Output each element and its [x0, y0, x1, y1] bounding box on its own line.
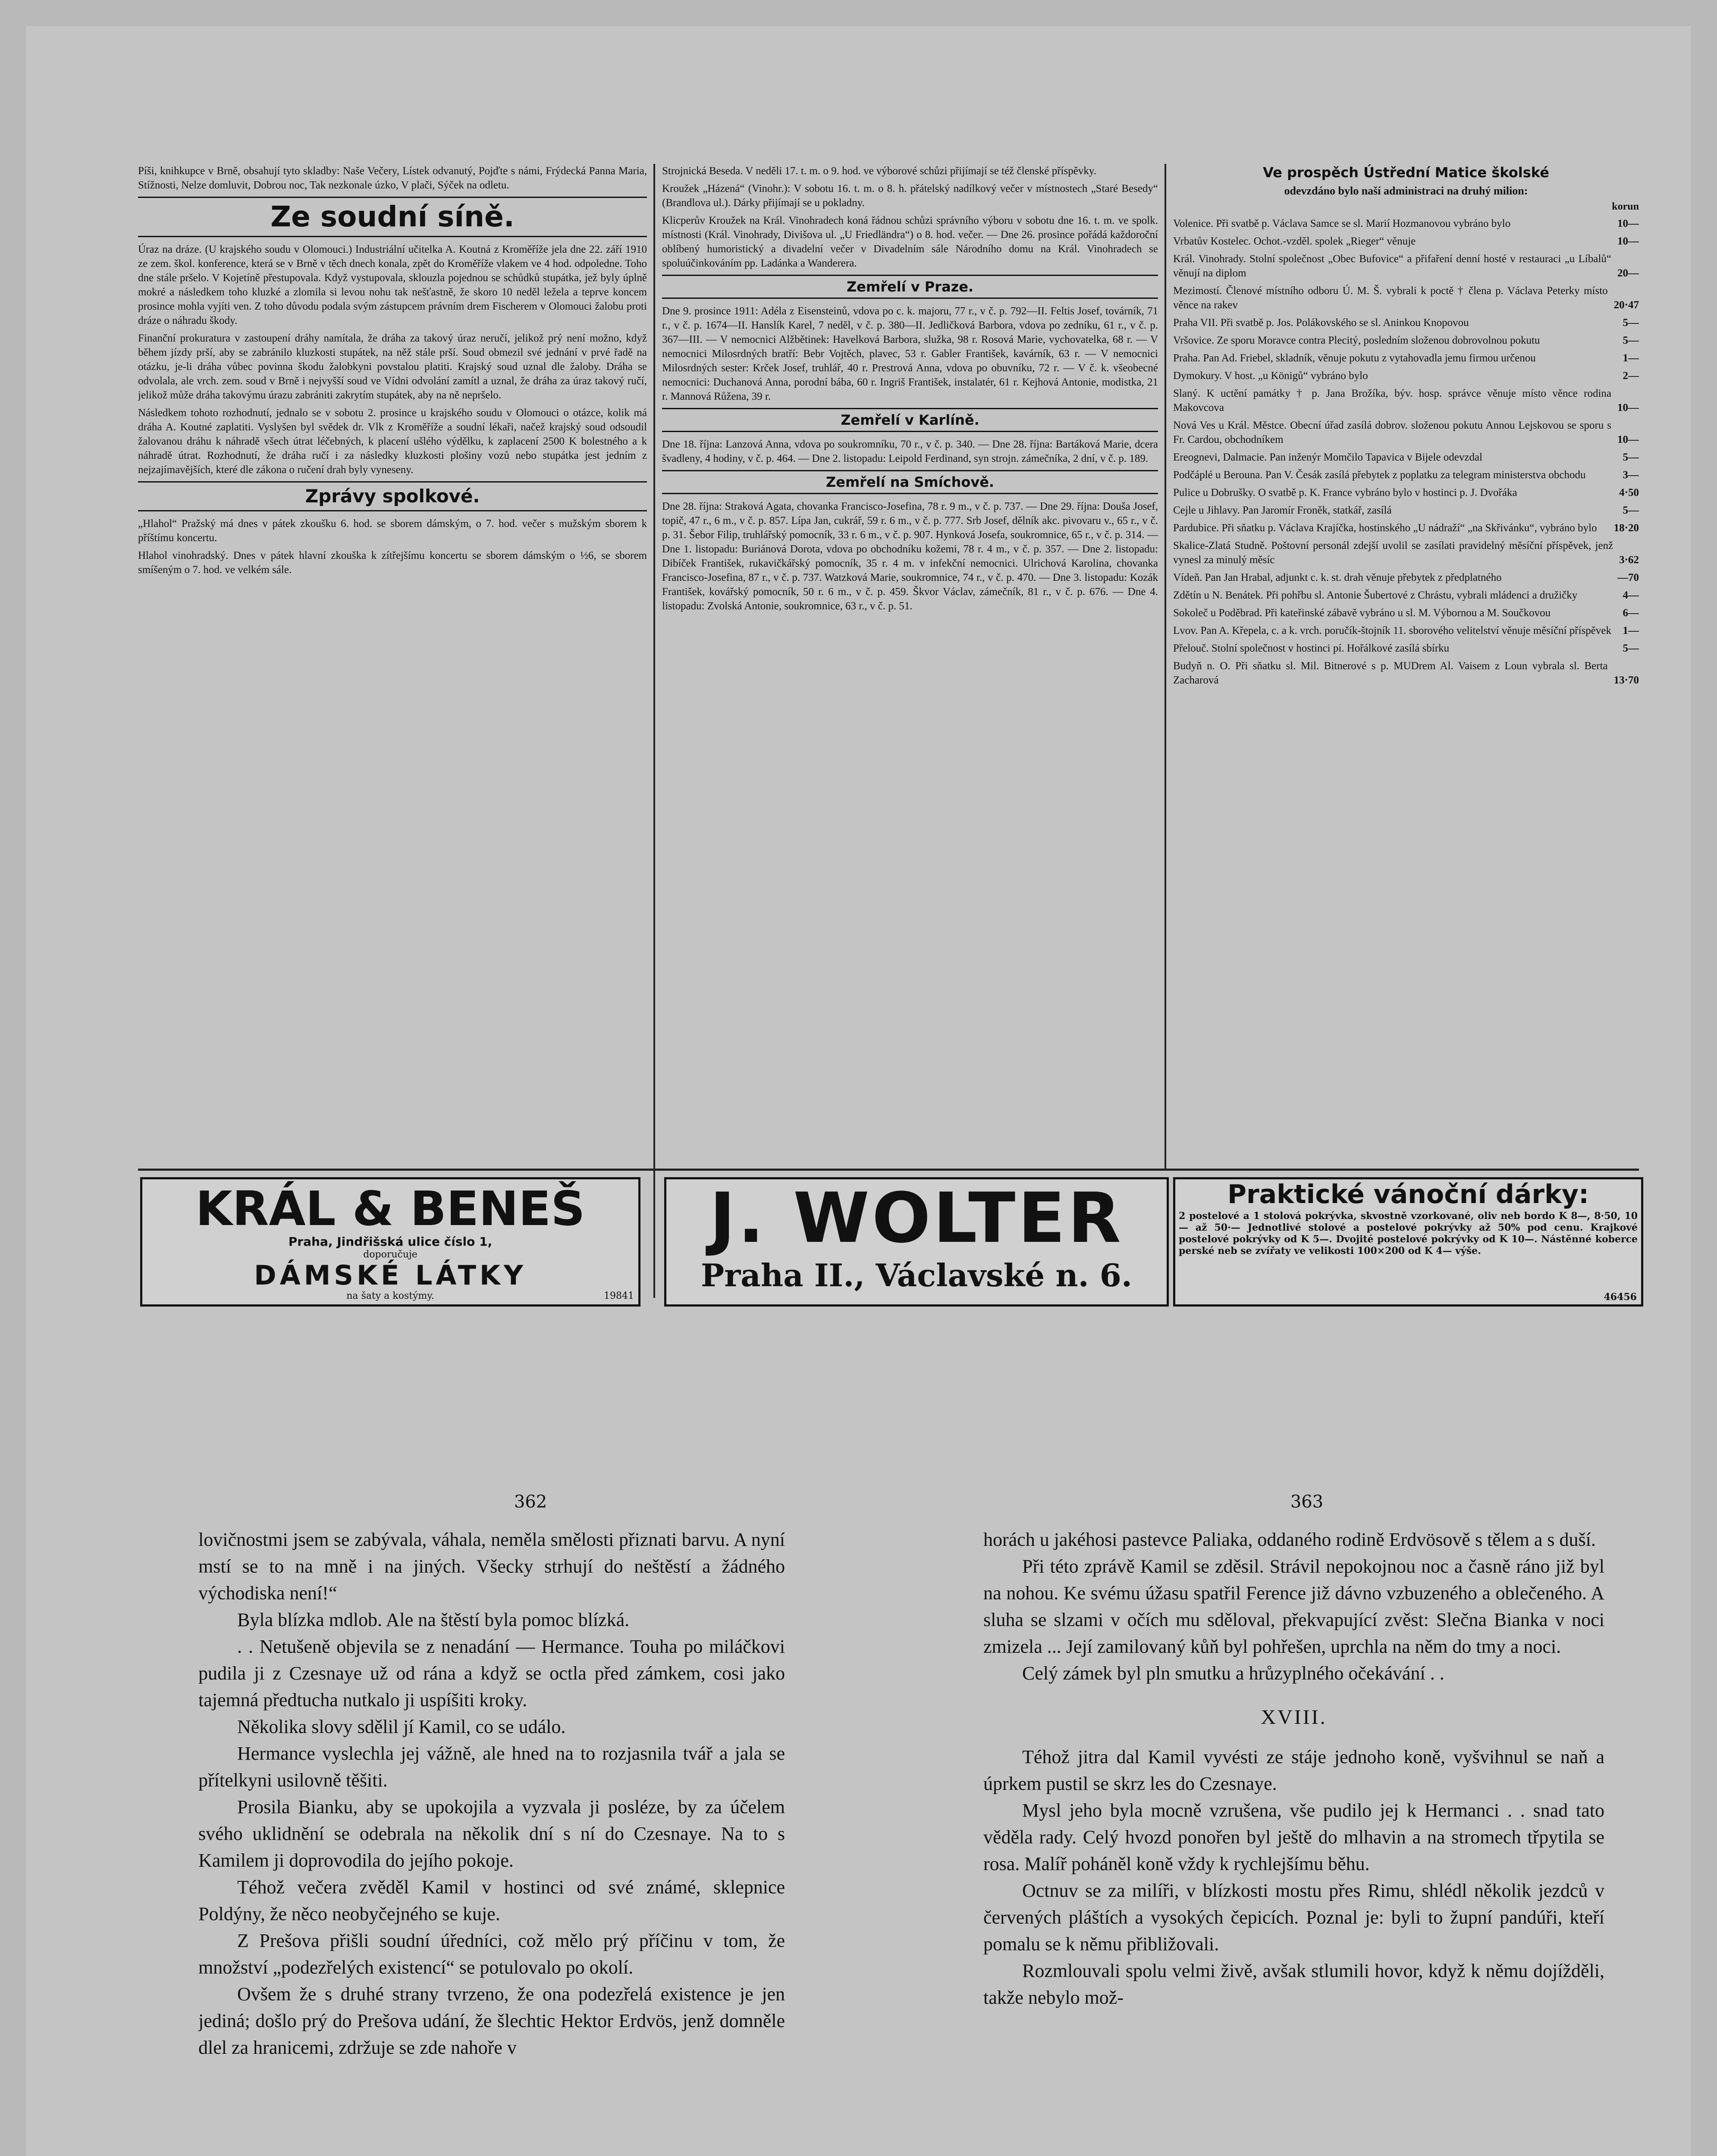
donation-row — [1173, 284, 1639, 312]
donation-text: Vídeň. Pan Jan Hrabal, adjunkt c. k. st. drah věnuje přebytek z předplatného — [1173, 572, 1502, 583]
book-page-right — [983, 1526, 1604, 2156]
ad-code: 19841 — [604, 1291, 634, 1301]
donation-amount: 5— — [1623, 451, 1639, 463]
ad-christmas-gifts — [1173, 1177, 1643, 1307]
ad-top-rule — [138, 1169, 1639, 1171]
book-paragraph: . . Netušeně objevila se z nenadání — Hermance. Touha po miláčkovi pudila ji z Czesnaye už od rána a když se octla před zámkem, cosi jako tajemná předtucha nutkalo ji uspíšiti kroky. — [198, 1636, 785, 1711]
donation-amount: 3·62 — [1619, 554, 1639, 566]
donation-text: Vršovice. Ze sporu Moravce contra Plecitý, posledním složenou dobrovolnou pokutu — [1173, 335, 1540, 346]
donation-amount: 10— — [1617, 434, 1639, 445]
deaths-karlin-heading: Zemřelí v Karlíně. — [662, 408, 1158, 432]
book-paragraph: Téhož jitra dal Kamil vyvésti ze stáje jednoho koně, vyšvihnul se naň a úprkem pustil se skrz les do Czesnaye. — [983, 1746, 1604, 1794]
ad-company-name: J. WOLTER — [709, 1178, 1124, 1258]
deaths-smichov-heading: Zemřelí na Smíchově. — [662, 470, 1158, 494]
club-notice: Kroužek „Házená“ (Vinohr.): V sobotu 16. t. m. o 8. h. přátelský nadílkový večer v místnostech „Staré Besedy“ (Brandlova ul.). Dárky přijímají se u pokladny. — [662, 183, 1158, 209]
donation-text: Král. Vinohrady. Stolní společnost „Obec Bufovice“ a přifaření denní hosté v restauraci „u Líbalů“ věnují na diplom — [1173, 253, 1611, 279]
donation-amount: 10— — [1617, 218, 1639, 229]
donation-amount: 13·70 — [1613, 674, 1639, 686]
donation-text: Pulice u Dobrušky. O svatbě p. K. France vybráno bylo v hostinci p. J. Dvořáka — [1173, 487, 1517, 498]
donation-row — [1173, 539, 1639, 567]
donation-amount: 18·20 — [1613, 522, 1639, 534]
book-paragraph: lovičnostmi jsem se zabývala, váhala, neměla smělosti přiznati barvu. A nyní mstí se to na mně i na jiných. Všecky strhují do neštěstí a žádného východiska není!“ — [198, 1529, 785, 1604]
news-column-2 — [662, 164, 1158, 1160]
donation-row — [1173, 468, 1639, 482]
book-paragraph: Octnuv se za milíři, v blízkosti mostu přes Rimu, shlédl několik jezdců v červených pláštích a vysokých čepicích. Poznal je: byli to župní pandúři, kteří pomalu se k němu přibližovali. — [983, 1880, 1604, 1955]
donation-amount: 5— — [1623, 642, 1639, 654]
club-notice: Strojnická Beseda. V neděli 17. t. m. o 9. hod. ve výborové schůzi přijímají se též členské příspěvky. — [662, 165, 1096, 177]
scanned-sheet — [26, 26, 1691, 2156]
book-paragraph: Prosila Bianku, aby se upokojila a vyzvala ji posléze, by za účelem svého uklidnění se odebrala na několik dní s ní do Czesnaye. Na to s Kamilem ji doprovodila do jejího pokoje. — [198, 1796, 785, 1871]
donation-text: Podčáplé u Berouna. Pan V. Česák zasílá přebytek z poplatku za telegram ministerstva obchodu — [1173, 469, 1586, 481]
club-notice: „Hlahol“ Pražský má dnes v pátek zkoušku 6. hod. se sborem dámským, o 7. hod. večer s mužským sborem k příštímu koncertu. — [138, 518, 647, 544]
chapter-heading: XVIII. — [1261, 1706, 1327, 1729]
book-paragraph: Mysl jeho byla mocně vzrušena, vše pudilo jej k Hermanci . . snad tato věděla rady. Celý hvozd ponořen byl ještě do mlhavin a na stromech třpytila se rosa. Malíř poháněl koně vždy k rychlejšímu běhu. — [983, 1800, 1604, 1874]
donation-row — [1173, 418, 1639, 447]
donation-text: Praha VII. Při svatbě p. Jos. Polákovského se sl. Aninkou Knopovou — [1173, 317, 1469, 329]
donation-text: Vrbatův Kostelec. Ochot.-vzděl. spolek „Rieger“ věnuje — [1173, 235, 1416, 247]
donation-amount: 4·50 — [1619, 487, 1639, 498]
donation-text: Lvov. Pan A. Křepela, c. a k. vrch. poručík-štojník 11. sborového velitelství věnuje měsíční příspěvek — [1173, 625, 1611, 636]
donation-amount: —70 — [1617, 572, 1639, 583]
ad-footer — [142, 1291, 638, 1302]
book-notice: Píši, knihkupce v Brně, obsahují tyto skladby: Naše Večery, Lístek odvanutý, Pojďte s námi, Frýdecká Panna Maria, Stížnosti, Nelze domluvit, Dobrou noc, Tak nezkonale úzko, V plači, Sýček na odletu. — [138, 165, 647, 191]
donation-row — [1173, 333, 1639, 348]
donation-row — [1173, 450, 1639, 464]
donation-row — [1173, 606, 1639, 620]
court-article: Finanční prokuratura v zastoupení dráhy namítala, že dráha za takový úraz neručí, jelikož prý není možno, když během jízdy prší, aby se zabránilo kluzkosti stupátek, na něž stále prší. Soud obmezil své jednání v prvé řadě na otázku, je-li dráha vůbec povinna škodu žalobkyni povstalou platiti. Krajský soud uznal dle žaloby. Dráha se odvolala, ale vrch. zem. soud v Brně i nejvyšší soud ve Vídni odvolání zamítl a uznal, že dráha za úraz takový ručí, jelikož může dráha takovýmu úrazu zabrániti zakrytím stupátek, aby na ně nepršelo. — [138, 332, 647, 401]
ad-goods: DÁMSKÉ LÁTKY — [254, 1260, 527, 1291]
donation-text: Nová Ves u Král. Městce. Obecní úřad zasílá dobrov. složenou pokutu Annou Lejskovou se sporu s Fr. Cardou, obchodníkem — [1173, 420, 1611, 445]
news-column-3 — [1173, 164, 1639, 1169]
court-article: Úraz na dráze. (U krajského soudu v Olomouci.) Industriální učitelka A. Koutná z Kroměříže jela dne 22. září 1910 ze zem. škol. konference, která se v Brně v těch dnech konala, zpět do Kroměříže vlakem ve 4 hod. odpoledne. Toho dne stále pršelo. V Kojetíně přestupovala. Když vystupovala, sklouzla pojednou se schůdků stupátka, jež byly úplně mokré a následkem toho kluzké a zlomila si levou nohu tak nešťastně, že skoro 10 neděl ležela a teprve koncem prosince mohla vyjíti ven. Z toho důvodu podala svým zástupcem právním drem Fischerem v Olomouci žalobu proti dráze o náhradu škody. — [138, 244, 647, 326]
donation-row — [1173, 252, 1639, 280]
book-page-left — [198, 1526, 785, 2156]
donation-row — [1173, 641, 1639, 655]
donation-amount: 10— — [1617, 402, 1639, 414]
ad-code: 46456 — [1604, 1291, 1637, 1303]
donation-row — [1173, 386, 1639, 415]
book-paragraph: Byla blízka mdlob. Ale na štěstí byla pomoc blízká. — [237, 1609, 630, 1630]
donation-row — [1173, 234, 1639, 248]
donation-text: Přelouč. Stolní společnost v hostinci pí. Hořálkové zasílá sbírku — [1173, 642, 1450, 654]
column-rule — [1165, 164, 1166, 1169]
donation-row — [1173, 659, 1639, 687]
donation-amount: 5— — [1623, 335, 1639, 346]
ad-company-name: KRÁL & BENEŠ — [195, 1181, 585, 1236]
column-rule — [653, 164, 655, 1298]
ad-address: Praha II., Václavské n. 6. — [701, 1257, 1132, 1294]
deaths-list: Dne 18. října: Lanzová Anna, vdova po soukromníku, 70 r., v č. p. 340. — Dne 28. října: Bartáková Marie, dcera švadleny, 4 hodiny, v č. p. 464. — Dne 2. listopadu: Leipold Ferdinand, syn strojn. zámečníka, 2 dní, v č. p. 189. — [662, 439, 1158, 464]
donation-amount: 5— — [1623, 317, 1639, 329]
donation-amount: 3— — [1623, 469, 1639, 481]
donation-text: Praha. Pan Ad. Friebel, skladník, věnuje pokutu z vytahovadla jemu firmou určenou — [1173, 352, 1536, 364]
donation-row — [1173, 624, 1639, 638]
donation-amount: 4— — [1623, 589, 1639, 601]
donation-text: Mezimostí. Členové místního odboru Ú. M. Š. vybrali k poctě † člena p. Václava Peterky místo věnce na rakev — [1173, 285, 1608, 311]
donation-row — [1173, 316, 1639, 330]
book-paragraph: Hermance vyslechla jej vážně, ale hned na to rozjasnila tvář a jala se přítelkyni usilovně těšiti. — [198, 1743, 785, 1791]
donation-amount: 5— — [1623, 505, 1639, 516]
book-paragraph: Rozmlouvali spolu velmi živě, avšak stlumili hovor, když k němu dojížděli, takže nebylo mož- — [983, 1960, 1604, 2008]
donation-row — [1173, 369, 1639, 383]
ad-address: Praha, Jindřišská ulice číslo 1, — [288, 1235, 493, 1249]
matice-subheading: odevzdáno bylo naší administraci na druhý milion: — [1284, 185, 1528, 197]
ad-wolter — [664, 1177, 1169, 1307]
donation-text: Zdětín u N. Benátek. Při pohřbu sl. Antonie Šubertové z Chrástu, vybrali mládenci a družičky — [1173, 589, 1578, 601]
matice-heading: Ve prospěch Ústřední Matice školské — [1263, 164, 1549, 181]
ad-subline: na šaty a kostýmy. — [346, 1291, 434, 1301]
donation-text: Budyň n. O. Při sňatku sl. Mil. Bitnerové s p. MUDrem Al. Vaisem z Loun vybrala sl. Berta Zacharová — [1173, 660, 1608, 686]
ad-recommends: doporučuje — [363, 1249, 417, 1260]
deaths-list: Dne 9. prosince 1911: Adéla z Eisensteinů, vdova po c. k. majoru, 77 r., v č. p. 792—II. Feltis Josef, továrník, 71 r., v č. p. 1674—II. Hanslík Karel, 7 neděl, v č. p. 380—II. Jedličková Barbora, vdova po zedníku, 61 r., v č. p. 367—III. — V nemocnici Alžbětinek: Havelková Barbora, služka, 98 r. Rosová Marie, vychovatelka, 68 r. — V nemocnici Milosrdných bratří: Bebr Vojtěch, plavec, 53 r. Gabler František, kavárník, 63 r. — V nemocnici Milosrdných sester: Krček Josef, truhlář, 40 r. Prestrová Anna, vdova po obuvníku, 72 r. — V č. k. všeobecné nemocnici: Duchanová Anna, porodní bába, 60 r. Ingriš František, instalatér, 61 r. Kejhová Antonie, modistka, 21 r. Mannová Růžena, 39 r. — [662, 305, 1158, 402]
donation-text: Ereognevi, Dalmacie. Pan inženýr Momčilo Tapavica v Bijele odevzdal — [1173, 451, 1482, 463]
book-paragraph: Několika slovy sdělil jí Kamil, co se událo. — [237, 1716, 566, 1737]
currency-unit: korun — [1612, 201, 1639, 212]
club-notice: Klicperův Kroužek na Král. Vinohradech koná řádnou schůzi správního výboru v sobotu dne 16. t. m. ve spolk. místnosti (Král. Vinohrady, Divišova ul. „U Friedländra“) o 8. hod. večer. — Dne 26. prosince pořádá každoroční oblíbený humoristický a divadelní večer v Divadelním sále Národního domu na Král. Vinohradech se spoluúčinkováním pp. Ladánka a Wanderera. — [662, 215, 1158, 269]
donation-amount: 1— — [1623, 625, 1639, 636]
donation-text: Dymokury. V host. „u Königů“ vybráno bylo — [1173, 370, 1368, 382]
donation-amount: 20·47 — [1613, 299, 1639, 311]
donation-row — [1173, 588, 1639, 602]
ad-gifts-body: 2 postelové a 1 stolová pokrývka, skvostně vzorkované, oliv neb bordo K 8—, 8·50, 10— až 50·— Jednotlivé stolové a postelové pokrývky až 50% pod cenu. Krajkové postelové pokrývky od K 5—. Dvojité postelové pokrývky od K 10—. Nástěnné koberce perské neb se zvířaty ve velikosti 100×200 od K 4— výše. — [1179, 1210, 1638, 1257]
book-paragraph: Téhož večera zvěděl Kamil v hostinci od své známé, sklepnice Poldýny, že něco neobyčejného se kuje. — [198, 1877, 785, 1924]
page-number-right: 363 — [1290, 1492, 1324, 1512]
donation-amount: 6— — [1623, 607, 1639, 619]
donation-row — [1173, 521, 1639, 535]
book-paragraph: Celý zámek byl pln smutku a hrůzyplného očekávání . . — [1022, 1663, 1444, 1684]
book-paragraph: Při této zprávě Kamil se zděsil. Strávil nepokojnou noc a časně ráno již byl na nohou. Ke svému úžasu spatřil Ference již dávno vzbuzeného a oblečeného. A sluha se slzami v očích mu sděloval, překvapující zvěst: Slečna Bianka v noci zmizela ... Její zamilovaný kůň byl pohřešen, uprchla na něm do tmy a noci. — [983, 1556, 1604, 1657]
donation-amount: 10— — [1617, 235, 1639, 247]
donation-text: Sokoleč u Poděbrad. Při kateřinské zábavě vybráno u sl. M. Výbornou a M. Součkovou — [1173, 607, 1551, 619]
donation-text: Skalice-Zlatá Studně. Poštovní personál zdejší uvolil se zasílati pravidelný měsíční příspěvek, jenž vynesl za minulý měsíc — [1173, 540, 1613, 566]
donation-list — [1173, 216, 1639, 687]
book-paragraph: Z Prešova přišli soudní úředníci, což mělo prý příčinu v tom, že množství „podezřelých existencí“ se potulovalo po okolí. — [198, 1930, 785, 1978]
donation-amount: 20— — [1617, 267, 1639, 279]
donation-row — [1173, 351, 1639, 365]
donation-text: Slaný. K uctění památky † p. Jana Brožíka, býv. hosp. správce věnuje místo věnce rodina Makovcova — [1173, 388, 1611, 414]
news-column-1 — [138, 164, 647, 1160]
book-paragraph: Ovšem že s druhé strany tvrzeno, že ona podezřelá existence je jen jediná; došlo prý do Prešova udání, že šlechtic Hektor Erdvös, jenž domněle dlel za hranicemi, zdržuje se zde nahoře v — [198, 1984, 785, 2058]
donation-text: Cejle u Jihlavy. Pan Jaromír Froněk, statkář, zasílá — [1173, 505, 1392, 516]
donation-amount: 1— — [1623, 352, 1639, 364]
ad-kral-benes — [140, 1177, 640, 1307]
court-heading: Ze soudní síně. — [138, 197, 647, 237]
club-news-heading: Zprávy spolkové. — [138, 481, 647, 511]
ad-gifts-heading: Praktické vánoční dárky: — [1227, 1179, 1589, 1210]
page-number-left: 362 — [514, 1492, 547, 1512]
book-paragraph: horách u jakéhosi pastevce Paliaka, oddaného rodině Erdvösově s tělem a s duší. — [983, 1529, 1596, 1550]
donation-amount: 2— — [1623, 370, 1639, 382]
donation-row — [1173, 570, 1639, 585]
donation-row — [1173, 216, 1639, 231]
court-article: Následkem tohoto rozhodnutí, jednalo se v sobotu 2. prosince u krajského soudu v Olomouci o otázce, kolik má dráha A. Koutné zaplatiti. Vyslyšen byl svědek dr. Vlk z Kroměříže a soudní lékaři, načež krajský soud odsoudil žalovanou dráhu k náhradě všech útrat léčebných, k placení ušlého výdělku, k zaplacení 2500 K bolestného a k náhradě útrat. Rozhodnutí, že dráha ručí i za následky kluzkosti plošiny vozů nebo stupátka jest jedním z nejzajímavějších, které dle zákona o ručení drah byly vyneseny. — [138, 407, 647, 476]
club-notice: Hlahol vinohradský. Dnes v pátek hlavní zkouška k zítřejšímu koncertu se sborem dámským o ½6, se sborem smíšeným o 7. hod. ve velkém sále. — [138, 550, 647, 576]
deaths-list: Dne 28. října: Straková Agata, chovanka Francisco-Josefina, 78 r. 9 m., v č. p. 737. — Dne 29. října: Douša Josef, topič, 47 r., 6 m., v č. p. 857. Lípa Jan, cukrář, 59 r. 6 m., v č. p. 777. Srb Josef, dělník akc. pivovaru v., 65 r., v č. p. 31. Šebor Filip, truhlářský pomocník, 33 r. 6 m., v č. p. 907. Hynková Josefa, soukromnice, 65 r., v č. p. 314. — Dne 1. listopadu: Buriánová Dorota, vdova po obchodníku kožemi, 78 r. 4 m., v č. p. 357. — Dne 2. listopadu: Dibíček František, rukavičkářský pomocník, 35 r. 4 m. v infekční nemocnici. Ulrichová Karolina, chovanka Francisco-Josefina, 87 r., v č. p. 737. Watzková Marie, soukromnice, 74 r., v č. p. 470. — Dne 3. listopadu: Kozák František, kovářský pomocník, 50 r. 6 m., v č. p. 459. Škvor Václav, zámečník, 81 r., v č. p. 676. — Dne 4. listopadu: Zvolská Antonie, soukromnice, 63 r., v č. p. 51. — [662, 501, 1158, 612]
donation-row — [1173, 486, 1639, 500]
donation-text: Volenice. Při svatbě p. Václava Samce se sl. Marií Hozmanovou vybráno bylo — [1173, 218, 1511, 229]
donation-text: Pardubice. Při sňatku p. Václava Krajíčka, hostinského „U nádraží“ „na Skřivánku“, vybráno bylo — [1173, 522, 1597, 534]
donation-row — [1173, 503, 1639, 517]
deaths-prague-heading: Zemřelí v Praze. — [662, 275, 1158, 299]
